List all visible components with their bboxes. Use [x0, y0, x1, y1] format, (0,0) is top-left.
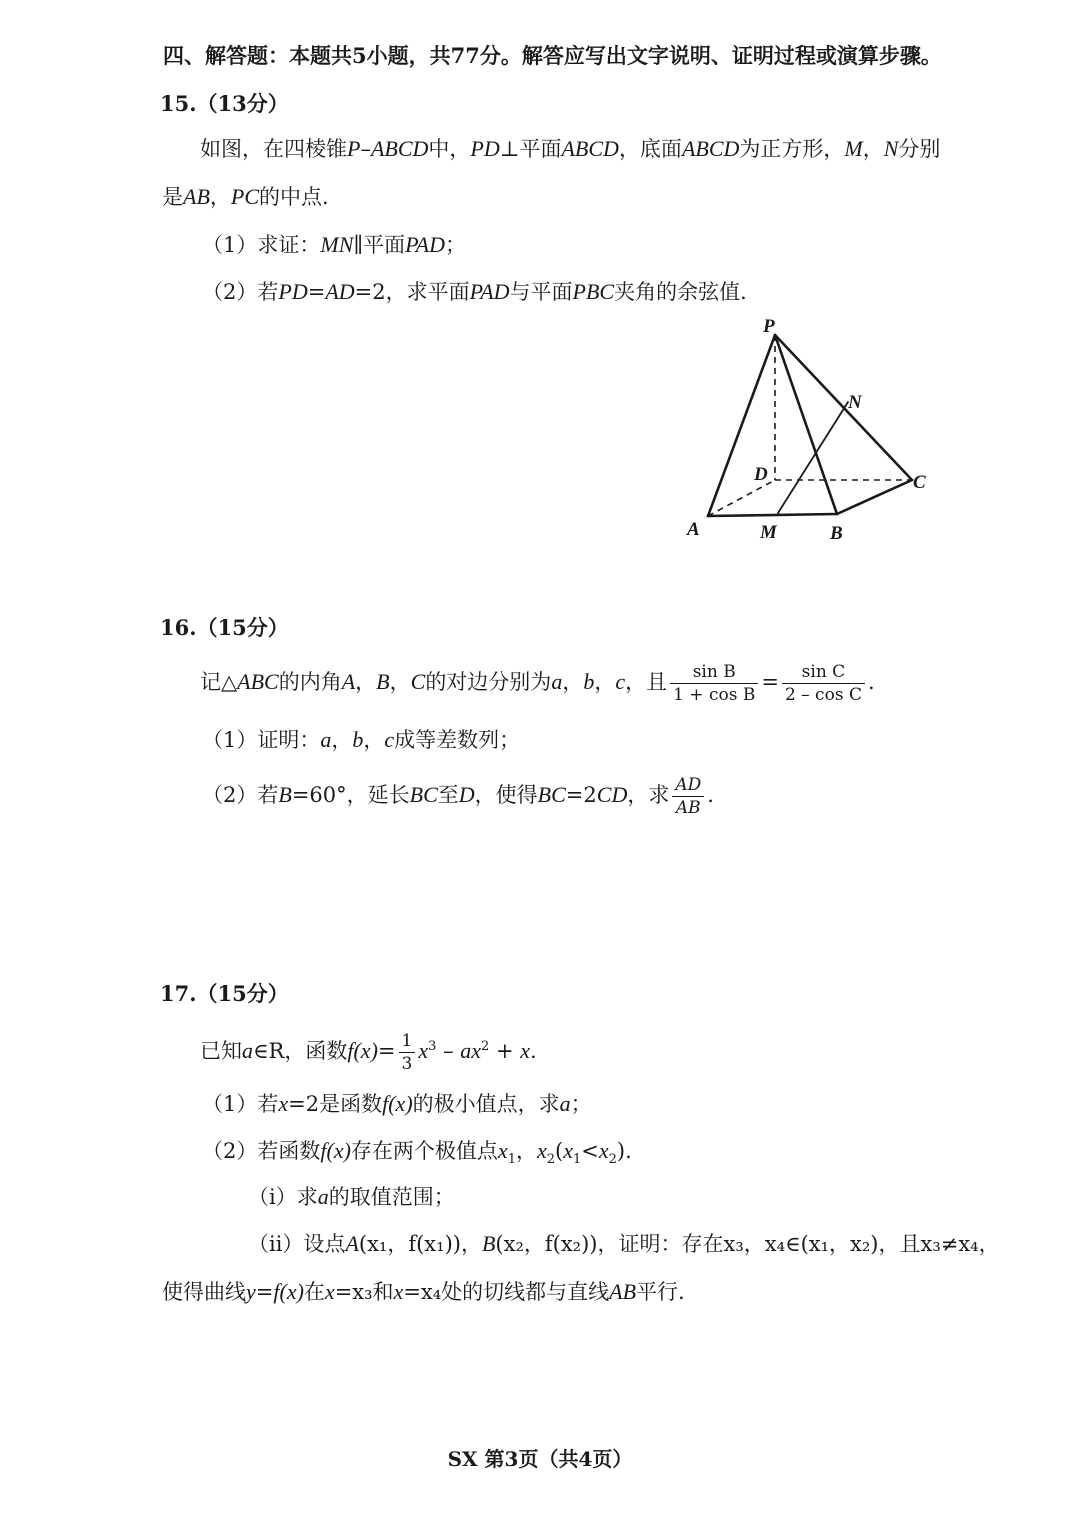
q16-var: BC — [537, 782, 566, 807]
q17-text: ( — [555, 1139, 564, 1163]
q17-text: (x₂，f(x₂))，证明：存在 — [495, 1232, 724, 1256]
q15-text: 为正方形， — [739, 137, 845, 161]
pyramid-diagram — [670, 310, 940, 550]
q17-var: f — [273, 1279, 280, 1304]
q17-part2i-label: （ⅰ）求 — [248, 1185, 318, 1209]
q16-part2 — [202, 770, 714, 820]
q17-var: ax — [460, 1038, 482, 1063]
q17-part2 — [202, 1137, 632, 1174]
q17-var: (x) — [279, 1279, 304, 1304]
q16-text: ，且 — [625, 670, 668, 694]
q15-text: 与平面 — [509, 280, 573, 304]
q15-text: ， — [209, 185, 231, 209]
q17-score: （15分） — [196, 981, 289, 1006]
q15-var: ABCD — [681, 136, 740, 161]
q16-text: 至 — [437, 783, 459, 807]
q17-exponent: 2 — [481, 1039, 490, 1054]
label-d: D — [754, 464, 768, 485]
q16-text: . — [707, 783, 714, 807]
q17-text: =2是函数 — [288, 1092, 383, 1116]
q17-text: . — [530, 1039, 537, 1063]
q16-var: A — [341, 669, 356, 694]
q16-text: =60°，延长 — [291, 783, 410, 807]
q15-var: AD — [325, 279, 355, 304]
edge-pb — [775, 335, 837, 514]
q15-text: ⊥平面 — [499, 137, 562, 161]
q17-var: A — [345, 1231, 359, 1256]
segment-mn — [778, 402, 848, 513]
q15-text: = — [307, 280, 326, 304]
fraction-one-third — [399, 1030, 416, 1075]
q17-text: 平行. — [636, 1280, 685, 1304]
q16-text: ， — [562, 670, 584, 694]
q17-text: =x₃和 — [334, 1280, 394, 1304]
q17-part2ii-label: （ⅱ）设点 — [248, 1232, 346, 1256]
q16-var: c — [384, 727, 395, 752]
q17-number: 17. — [160, 981, 197, 1006]
q16-part2-label: （2）若 — [202, 783, 279, 807]
q15-text: 的中点. — [259, 185, 329, 209]
q15-text: ，底面 — [618, 137, 682, 161]
q17-text: ). — [616, 1139, 632, 1163]
q15-part2-label: （2）若 — [202, 280, 279, 304]
q15-stem-line2 — [162, 183, 329, 211]
q15-var: PAD — [469, 279, 510, 304]
q17-text: = — [255, 1280, 274, 1304]
q17-text: 已知 — [200, 1039, 242, 1063]
q17-var: f — [382, 1091, 389, 1116]
q16-var: ABC — [237, 669, 279, 694]
q17-var: x — [278, 1091, 289, 1116]
q16-text: =2 — [565, 783, 597, 807]
label-c: C — [913, 472, 926, 493]
q15-part1-label: （1）求证： — [202, 233, 321, 257]
q17-part1 — [202, 1090, 592, 1118]
q17-heading — [160, 980, 289, 1008]
q16-text: 的内角 — [278, 670, 342, 694]
q17-var: a — [317, 1184, 329, 1209]
q16-part1 — [202, 726, 520, 754]
q16-text: = — [761, 670, 779, 694]
q15-heading — [160, 90, 289, 118]
q16-var: C — [410, 669, 426, 694]
q15-text: 夹角的余弦值. — [614, 280, 747, 304]
q17-stem — [200, 1022, 537, 1076]
q17-var: (x) — [353, 1038, 378, 1063]
q17-subscript: 2 — [546, 1152, 556, 1168]
q16-var: a — [551, 669, 563, 694]
q16-text: ， — [594, 670, 616, 694]
q17-var: (x) — [388, 1091, 413, 1116]
q17-text: 的取值范围； — [328, 1185, 455, 1209]
label-m: M — [760, 522, 777, 543]
q17-text: 在 — [303, 1280, 325, 1304]
fraction-numerator: 1 — [399, 1030, 416, 1053]
fraction-ad-ab — [672, 774, 704, 819]
q15-text: 是 — [162, 185, 183, 209]
q17-part1-label: （1）若 — [202, 1092, 279, 1116]
q15-text: 平面 — [363, 233, 406, 257]
q16-var: a — [320, 727, 332, 752]
q17-text: – — [436, 1039, 461, 1063]
q15-var: M — [844, 136, 863, 161]
q15-var: PD — [278, 279, 308, 304]
q15-text: 中， — [428, 137, 471, 161]
page-footer: SX 第3页（共4页） — [447, 1447, 633, 1471]
q17-var: AB — [609, 1279, 637, 1304]
q16-stem — [200, 657, 875, 707]
edge-ab — [708, 514, 837, 516]
q17-subscript: 1 — [507, 1152, 516, 1168]
q17-text: ， — [515, 1139, 537, 1163]
q17-part2-ii-cont — [162, 1278, 685, 1306]
q16-var: B — [376, 669, 390, 694]
q17-exponent: 3 — [428, 1039, 437, 1054]
q15-text: 分别 — [898, 137, 941, 161]
q17-var: x — [520, 1038, 531, 1063]
label-b: B — [830, 523, 843, 544]
q17-var: x — [598, 1138, 609, 1163]
q15-text: =2，求平面 — [354, 280, 470, 304]
q16-text: . — [867, 670, 875, 694]
q16-var: c — [615, 669, 626, 694]
q17-text: =x₄处的切线都与直线 — [403, 1280, 610, 1304]
q15-var: PBC — [572, 279, 615, 304]
q17-part2-label: （2）若函数 — [202, 1139, 321, 1163]
fraction-sinc — [782, 661, 865, 706]
q16-var: D — [458, 782, 475, 807]
fraction-denominator: 2 – cos C — [784, 685, 862, 705]
q15-text: 如图，在四棱锥 — [200, 137, 347, 161]
q16-text: 记△ — [200, 670, 238, 694]
label-a: A — [687, 519, 700, 540]
q17-var: x — [393, 1279, 404, 1304]
q17-var: x — [418, 1038, 429, 1063]
q15-var: MN — [320, 232, 354, 257]
edge-pa — [708, 335, 775, 516]
q16-text: ， — [363, 728, 385, 752]
fraction-numerator: AD — [672, 774, 704, 797]
q15-var: PC — [230, 184, 260, 209]
fraction-denominator: 3 — [401, 1054, 413, 1074]
q15-text: – — [360, 137, 371, 161]
fraction-denominator: 1 + cos B — [673, 685, 756, 705]
q16-part1-label: （1）证明： — [202, 728, 321, 752]
q17-text: = — [377, 1039, 396, 1063]
q17-text: x₃，x₄∈(x₁，x₂)，且x₃≠x₄， — [723, 1232, 1000, 1256]
q17-var: f — [347, 1038, 354, 1063]
fraction-sinb — [670, 661, 758, 706]
label-p: P — [763, 316, 775, 337]
q15-stem-line1 — [200, 135, 940, 163]
q15-var: ABCD — [561, 136, 619, 161]
fraction-numerator: sin C — [782, 661, 865, 684]
q16-text: ， — [355, 670, 377, 694]
q16-var: BC — [409, 782, 438, 807]
q17-var: x — [536, 1138, 547, 1163]
label-n: N — [848, 392, 862, 413]
q15-score: （13分） — [196, 91, 289, 116]
q15-var: P — [347, 136, 361, 161]
q17-var: (x) — [326, 1138, 351, 1163]
q17-var: x — [324, 1279, 335, 1304]
q17-text: 使得曲线 — [162, 1280, 246, 1304]
q17-var: B — [481, 1231, 496, 1256]
q17-var: a — [242, 1038, 253, 1063]
q15-var: ABCD — [370, 136, 429, 161]
parallel-symbol: ∥ — [353, 233, 364, 257]
q15-part2 — [202, 278, 747, 306]
q16-var: b — [352, 727, 364, 752]
q17-text: (x₁，f(x₁))， — [358, 1232, 482, 1256]
q17-text: < — [581, 1139, 599, 1163]
q17-part2-i — [248, 1183, 455, 1211]
fraction-denominator: AB — [675, 798, 701, 818]
q16-var: b — [583, 669, 595, 694]
q17-text: 的极小值点，求 — [412, 1092, 560, 1116]
q15-text: ， — [862, 137, 884, 161]
q17-var: x — [563, 1138, 573, 1163]
q16-text: ， — [331, 728, 353, 752]
q16-heading — [160, 614, 289, 642]
q15-var: N — [883, 136, 899, 161]
q17-text: ∈R，函数 — [253, 1039, 348, 1063]
q15-number: 15. — [160, 91, 197, 116]
q15-text: ； — [445, 233, 467, 257]
q15-var: PAD — [405, 232, 446, 257]
q16-text: 的对边分别为 — [425, 670, 552, 694]
q16-text: ，求 — [627, 783, 670, 807]
q17-text: + — [489, 1039, 521, 1063]
edge-bc — [837, 480, 912, 514]
q15-var: PD — [470, 136, 500, 161]
q17-text: 存在两个极值点 — [350, 1139, 498, 1163]
q17-var: x — [497, 1138, 508, 1163]
q16-score: （15分） — [196, 615, 289, 640]
q17-var: f — [320, 1138, 327, 1163]
q17-var: a — [559, 1091, 571, 1116]
q17-part2-ii — [248, 1230, 1000, 1258]
q17-subscript: 2 — [608, 1152, 617, 1168]
q16-text: ，使得 — [474, 783, 538, 807]
q16-text: ， — [389, 670, 411, 694]
q15-var: AB — [183, 184, 210, 209]
fraction-numerator: sin B — [670, 661, 758, 684]
q16-number: 16. — [160, 615, 197, 640]
q15-part1 — [202, 231, 466, 259]
q16-text: 成等差数列； — [394, 728, 521, 752]
q17-text: ； — [570, 1092, 592, 1116]
q16-var: B — [278, 782, 292, 807]
q17-var: y — [246, 1279, 256, 1304]
q16-var: CD — [596, 782, 628, 807]
section-header: 四、解答题：本题共5小题，共77分。解答应写出文字说明、证明过程或演算步骤。 — [163, 43, 942, 68]
q17-subscript: 1 — [572, 1152, 582, 1168]
